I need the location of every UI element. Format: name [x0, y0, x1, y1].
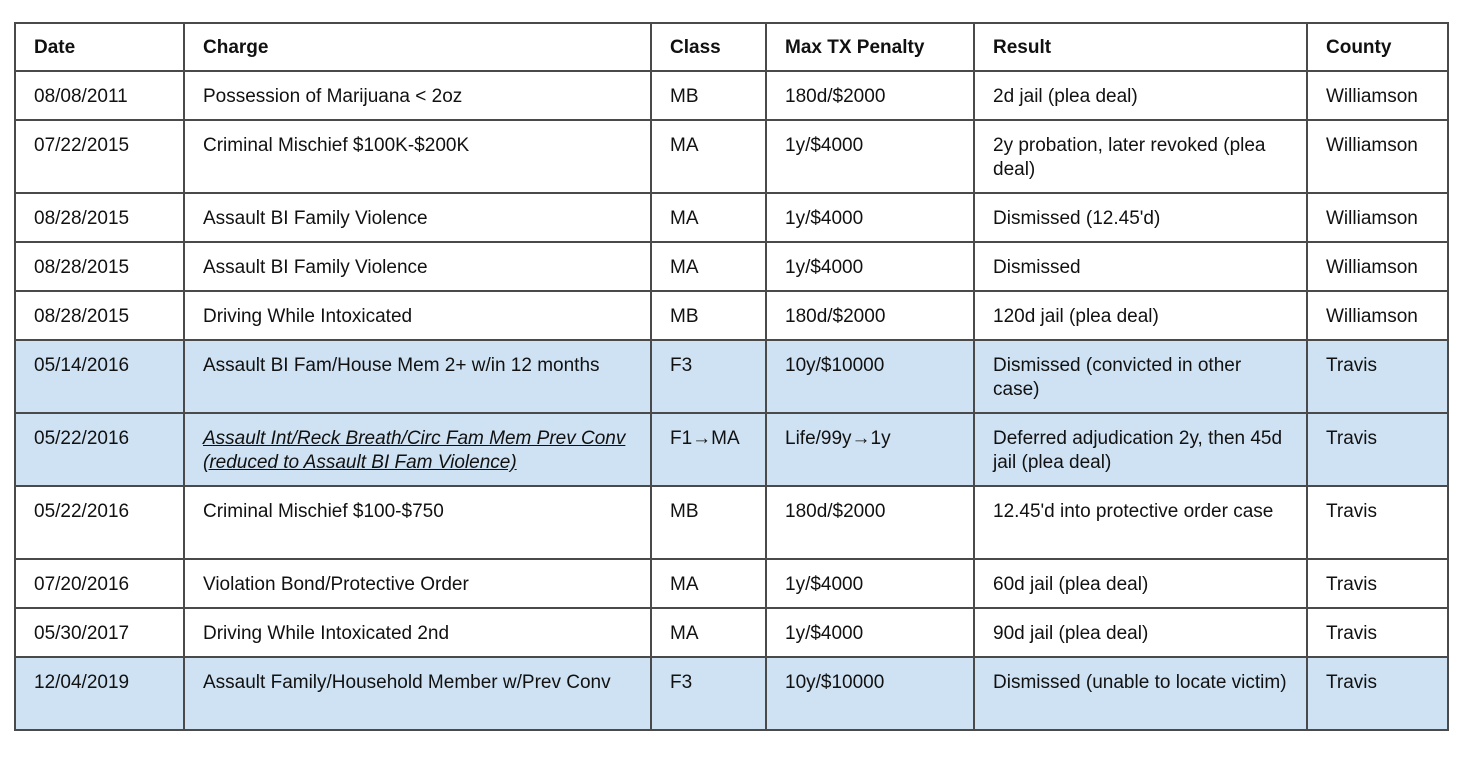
cell-date: 07/20/2016: [15, 559, 184, 608]
cell-result: Dismissed (unable to locate victim): [974, 657, 1307, 730]
cell-date: 08/28/2015: [15, 291, 184, 340]
cell-penalty: 1y/$4000: [766, 120, 974, 193]
cell-date: 08/28/2015: [15, 242, 184, 291]
cell-class: MA: [651, 608, 766, 657]
cell-date: 05/22/2016: [15, 413, 184, 486]
cell-charge: Criminal Mischief $100-$750: [184, 486, 651, 559]
charges-table: [14, 22, 1449, 731]
cell-result: Dismissed (12.45'd): [974, 193, 1307, 242]
header-class: Class: [651, 23, 766, 71]
cell-class: MA: [651, 193, 766, 242]
cell-penalty: 1y/$4000: [766, 242, 974, 291]
cell-penalty: 10y/$10000: [766, 340, 974, 413]
cell-result: 2y probation, later revoked (plea deal): [974, 120, 1307, 193]
cell-charge: Driving While Intoxicated: [184, 291, 651, 340]
header-result: Result: [974, 23, 1307, 71]
cell-date: 07/22/2015: [15, 120, 184, 193]
cell-class: MA: [651, 559, 766, 608]
cell-class: F3: [651, 657, 766, 730]
cell-charge: Violation Bond/Protective Order: [184, 559, 651, 608]
cell-class: MA: [651, 120, 766, 193]
cell-county: Travis: [1307, 340, 1448, 413]
cell-result: 60d jail (plea deal): [974, 559, 1307, 608]
cell-result: 120d jail (plea deal): [974, 291, 1307, 340]
cell-date: 08/08/2011: [15, 71, 184, 120]
cell-result: Dismissed (convicted in other case): [974, 340, 1307, 413]
cell-result: 2d jail (plea deal): [974, 71, 1307, 120]
cell-date: 05/22/2016: [15, 486, 184, 559]
cell-penalty: 10y/$10000: [766, 657, 974, 730]
cell-county: Williamson: [1307, 291, 1448, 340]
table-row-highlighted: [15, 413, 1448, 486]
cell-class: MB: [651, 71, 766, 120]
cell-result: Dismissed: [974, 242, 1307, 291]
cell-penalty: 180d/$2000: [766, 291, 974, 340]
header-county: County: [1307, 23, 1448, 71]
header-charge: Charge: [184, 23, 651, 71]
cell-penalty: 180d/$2000: [766, 71, 974, 120]
table-row-highlighted: [15, 657, 1448, 730]
cell-result: 90d jail (plea deal): [974, 608, 1307, 657]
cell-date: 05/30/2017: [15, 608, 184, 657]
cell-county: Williamson: [1307, 193, 1448, 242]
cell-county: Travis: [1307, 608, 1448, 657]
table-row: [15, 486, 1448, 559]
cell-county: Williamson: [1307, 120, 1448, 193]
cell-charge: Assault BI Family Violence: [184, 193, 651, 242]
cell-penalty: 1y/$4000: [766, 608, 974, 657]
table-row: [15, 71, 1448, 120]
table-row: [15, 608, 1448, 657]
table-row: [15, 120, 1448, 193]
cell-charge: [184, 413, 651, 486]
cell-result: 12.45'd into protective order case: [974, 486, 1307, 559]
cell-class: MB: [651, 486, 766, 559]
table-row: [15, 242, 1448, 291]
cell-charge: Driving While Intoxicated 2nd: [184, 608, 651, 657]
header-max-penalty: Max TX Penalty: [766, 23, 974, 71]
cell-penalty: 180d/$2000: [766, 486, 974, 559]
table-row: [15, 559, 1448, 608]
cell-penalty: Life/99y→1y: [766, 413, 974, 486]
cell-class: MB: [651, 291, 766, 340]
cell-date: 12/04/2019: [15, 657, 184, 730]
cell-county: Travis: [1307, 413, 1448, 486]
cell-county: Travis: [1307, 486, 1448, 559]
cell-charge: Assault BI Family Violence: [184, 242, 651, 291]
charges-table-container: [14, 22, 1447, 731]
cell-result: Deferred adjudication 2y, then 45d jail (plea deal): [974, 413, 1307, 486]
cell-date: 08/28/2015: [15, 193, 184, 242]
cell-charge: Criminal Mischief $100K-$200K: [184, 120, 651, 193]
cell-charge: Assault BI Fam/House Mem 2+ w/in 12 months: [184, 340, 651, 413]
cell-county: Williamson: [1307, 71, 1448, 120]
cell-charge: Possession of Marijuana < 2oz: [184, 71, 651, 120]
charge-link[interactable]: Assault Int/Reck Breath/Circ Fam Mem Prev Conv (reduced to Assault BI Fam Violence): [203, 428, 626, 473]
cell-penalty: 1y/$4000: [766, 559, 974, 608]
cell-date: 05/14/2016: [15, 340, 184, 413]
cell-county: Travis: [1307, 657, 1448, 730]
cell-class: F3: [651, 340, 766, 413]
table-header-row: [15, 23, 1448, 71]
cell-county: Williamson: [1307, 242, 1448, 291]
cell-class: F1→MA: [651, 413, 766, 486]
cell-penalty: 1y/$4000: [766, 193, 974, 242]
table-row: [15, 291, 1448, 340]
cell-charge: Assault Family/Household Member w/Prev Conv: [184, 657, 651, 730]
cell-class: MA: [651, 242, 766, 291]
table-row-highlighted: [15, 340, 1448, 413]
header-date: Date: [15, 23, 184, 71]
cell-county: Travis: [1307, 559, 1448, 608]
table-row: [15, 193, 1448, 242]
